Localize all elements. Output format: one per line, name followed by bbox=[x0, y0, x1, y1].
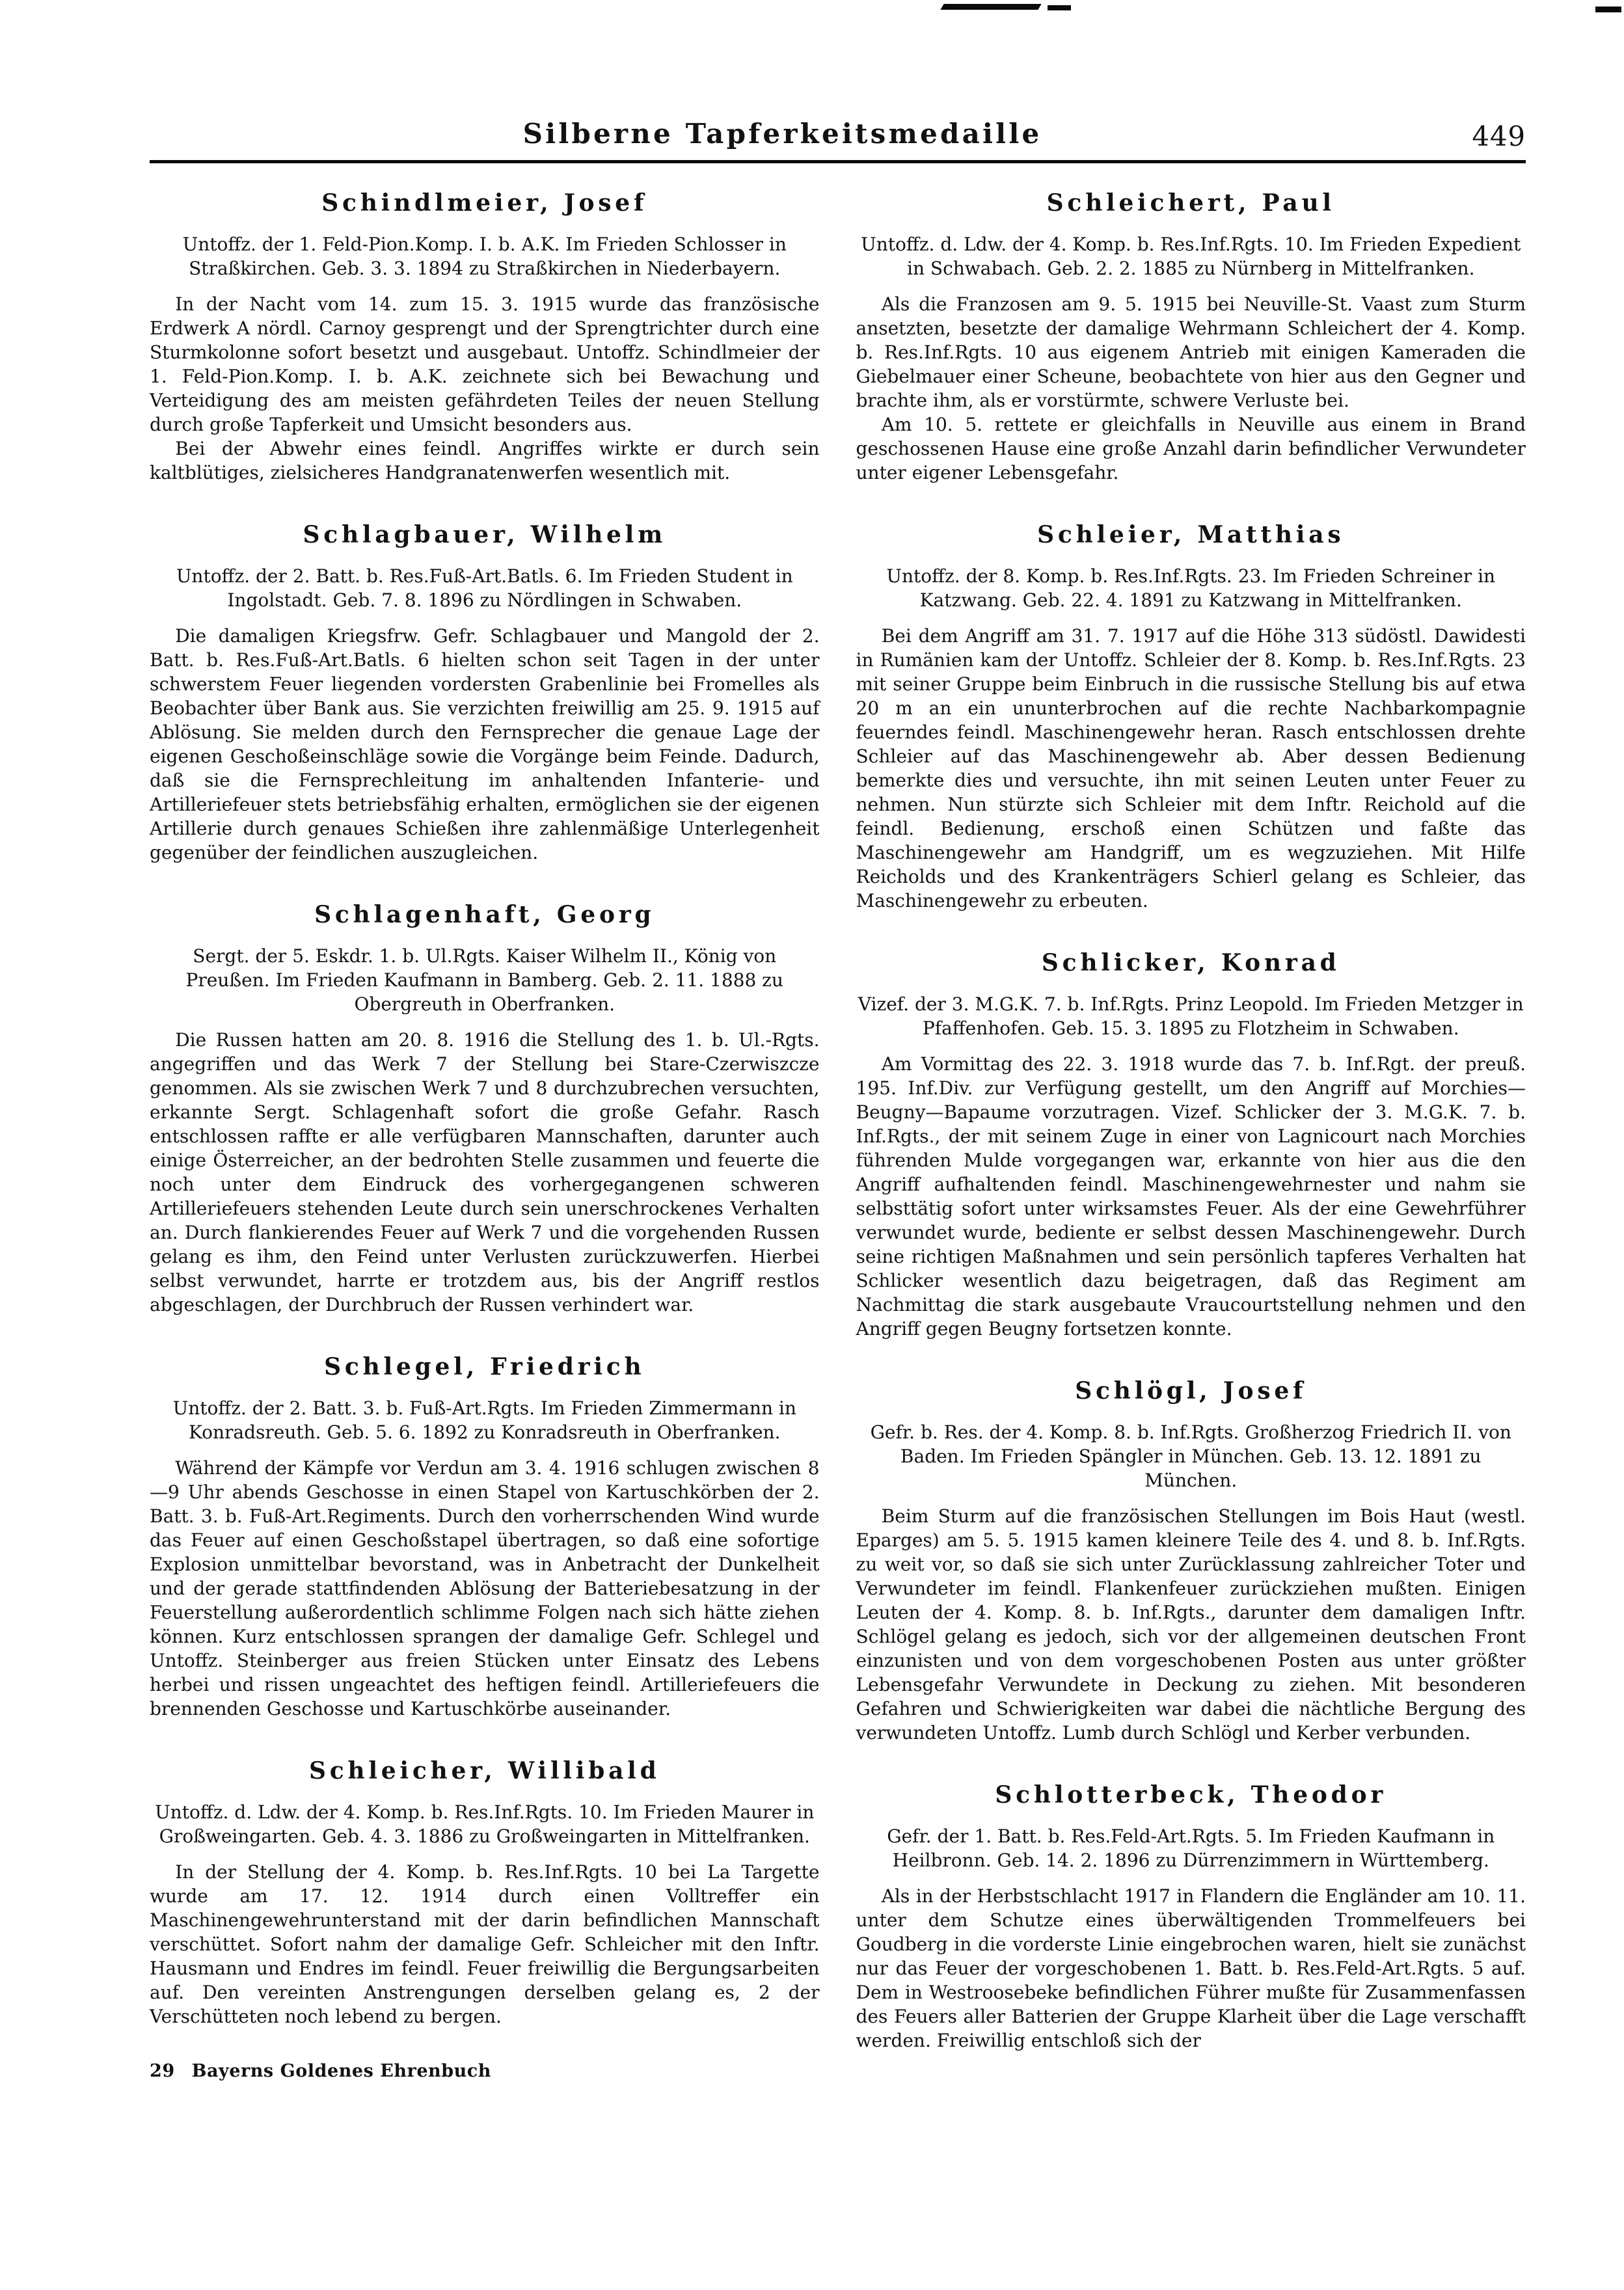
page-content bbox=[150, 98, 1526, 2053]
entry-intro: Sergt. der 5. Eskdr. 1. b. Ul.Rgts. Kaiser Wilhelm II., König von Preußen. Im Frieden Kaufmann in Bamberg. Geb. 2. 11. 1888 zu Obergreuth in Oberfranken. bbox=[185, 945, 783, 1015]
entry-paragraph: Am Vormittag des 22. 3. 1918 wurde das 7. b. Inf.Rgt. der preuß. 195. Inf.Div. zur Verfügung gestellt, um den Angriff auf Morchies—Beugny—Bapaume vorzutragen. Vizef. Schlicker der 3. M.G.K. 7. b. Inf.Rgts., der mit seinem Zuge in einer von Lagnicourt nach Morchies führenden Mulde vorgegangen war, erkannte von hier aus die den Angriff aufhaltenden feindl. Maschinengewehrnester und nahm sie selbsttätig sofort unter wirksamstes Feuer. Als der eine Gewehrführer verwundet wurde, bediente er selbst dessen Maschinengewehr. Durch seine richtigen Maßnahmen und sein persönlich tapferes Verhalten hat Schlicker wesentlich dazu beigetragen, daß das Regiment am Nachmittag die stark ausgebaute Vraucourtstellung nehmen und den Angriff gegen Beugny fortsetzen konnte. bbox=[856, 1053, 1526, 1340]
medal-entry bbox=[856, 521, 1526, 913]
signature-number: 29 bbox=[150, 2061, 175, 2081]
entry-name: Schlicker, Konrad bbox=[1041, 949, 1340, 977]
entry-paragraph: Beim Sturm auf die französischen Stellungen im Bois Haut (westl. Eparges) am 5. 5. 1915 kamen kleinere Teile des 4. und 8. b. Inf.Rgts. zu weit vor, so daß sie sich unter Zurücklassung zahlreicher Toter und Verwundeter im feindl. Flankenfeuer zurückziehen mußten. Einigen Leuten der 4. Komp. 8. b. Inf.Rgts., darunter dem damaligen Inftr. Schlögel gelang es jedoch, sich vor der allgemeinen deutschen Front einzunisten und von dem vorgeschobenen Posten aus unter größter Lebensgefahr Verwundete in Deckung zu ziehen. Mit besonderen Gefahren und Schwierigkeiten war dabei die nächtliche Bergung des verwundeten Untoffz. Lumb durch Schlögl und Kerber verbunden. bbox=[856, 1505, 1526, 1744]
entry-intro: Vizef. der 3. M.G.K. 7. b. Inf.Rgts. Prinz Leopold. Im Frieden Metzger in Pfaffenhofen. Geb. 15. 3. 1895 zu Flotzheim in Schwaben. bbox=[858, 993, 1524, 1039]
entry-intro: Gefr. der 1. Batt. b. Res.Feld-Art.Rgts. 5. Im Frieden Kaufmann in Heilbronn. Geb. 14. 2. 1896 zu Dürrenzimmern in Württemberg. bbox=[887, 1825, 1495, 1871]
entry-name: Schleicher, Willibald bbox=[308, 1757, 660, 1785]
entry-paragraph: Als in der Herbstschlacht 1917 in Flandern die Engländer am 10. 11. unter dem Schutze eines überwältigenden Trommelfeuers bei Goudberg in die vorderste Linie eingebrochen waren, hielt sie zunächst nur das Feuer der vorgeschobenen 1. Batt. b. Res.Feld-Art.Rgts. 5 auf. Dem in Westroosebeke befindlichen Führer mußte für Zusammenfassen des Feuers aller Batterien der Gruppe Klarheit über die Lage verschafft werden. Freiwillig entschloß sich der bbox=[856, 1885, 1526, 2051]
entry-paragraph: In der Stellung der 4. Komp. b. Res.Inf.Rgts. 10 bei La Targette wurde am 17. 12. 1914 durch einen Volltreffer ein Maschinengewehrunterstand mit der darin befindlichen Mannschaft verschüttet. Sofort nahm der damalige Gefr. Schleicher mit den Inftr. Hausmann und Endres im feindl. Feuer freiwillig die Bergungsarbeiten auf. Den vereinten Anstrengungen derselben gelang es, 2 der Verschütteten noch lebend zu bergen. bbox=[150, 1861, 820, 2027]
page-number: 449 bbox=[1472, 120, 1526, 152]
entry-paragraph: Die damaligen Kriegsfrw. Gefr. Schlagbauer und Mangold der 2. Batt. b. Res.Fuß-Art.Batls. 6 hielten schon seit Tagen in der unter schwerstem Feuer liegenden vordersten Grabenlinie bei Fromelles als Beobachter über Bank aus. Sie verzichten freiwillig am 25. 9. 1915 auf Ablösung. Sie melden durch den Fernsprecher die genaue Lage der eigenen Geschoßeinschläge sowie die Vorgänge beim Feinde. Dadurch, daß sie die Fernsprechleitung im anhaltenden Infanterie- und Artilleriefeuer stets betriebsfähig erhalten, ermöglichen sie der eigenen Artillerie durch genaues Schießen ihre zahlenmäßige Unterlegenheit gegenüber der feindlichen auszugleichen. bbox=[150, 625, 820, 863]
entry-paragraph: Bei der Abwehr eines feindl. Angriffes wirkte er durch sein kaltblütiges, zielsicheres Handgranatenwerfen wesentlich mit. bbox=[150, 438, 820, 483]
right-column bbox=[856, 185, 1526, 2053]
medal-entry bbox=[150, 1353, 820, 1721]
medal-entry bbox=[150, 901, 820, 1317]
entry-intro: Untoffz. der 8. Komp. b. Res.Inf.Rgts. 23. Im Frieden Schreiner in Katzwang. Geb. 22. 4. 1891 zu Katzwang in Mittelfranken. bbox=[886, 565, 1496, 611]
entry-name: Schleichert, Paul bbox=[1046, 189, 1335, 217]
entry-name: Schlegel, Friedrich bbox=[324, 1353, 645, 1381]
scan-artifact bbox=[940, 4, 1041, 10]
medal-entry bbox=[150, 189, 820, 485]
entry-intro: Untoffz. d. Ldw. der 4. Komp. b. Res.Inf.Rgts. 10. Im Frieden Expedient in Schwabach. Geb. 2. 2. 1885 zu Nürnberg in Mittelfranken. bbox=[861, 234, 1521, 279]
medal-entry bbox=[856, 949, 1526, 1341]
entry-name: Schlögl, Josef bbox=[1075, 1377, 1307, 1405]
medal-entry bbox=[856, 189, 1526, 485]
page-footer bbox=[150, 2061, 491, 2081]
entry-intro: Untoffz. der 2. Batt. 3. b. Fuß-Art.Rgts. Im Frieden Zimmermann in Konradsreuth. Geb. 5. 6. 1892 zu Konradsreuth in Oberfranken. bbox=[172, 1397, 796, 1443]
scan-artifact bbox=[1595, 7, 1621, 12]
book-title: Bayerns Goldenes Ehrenbuch bbox=[191, 2061, 491, 2081]
entry-paragraph: Als die Franzosen am 9. 5. 1915 bei Neuville-St. Vaast zum Sturm ansetzten, besetzte der damalige Wehrmann Schleichert der 4. Komp. b. Res.Inf.Rgts. 10 aus eigenem Antrieb mit einigen Kameraden die Giebelmauer einer Scheune, beobachtete von hier aus den Gegner und brachte ihm, als er vorstürmte, schwere Verluste bei. bbox=[856, 293, 1526, 411]
entry-intro: Untoffz. der 2. Batt. b. Res.Fuß-Art.Batls. 6. Im Frieden Student in Ingolstadt. Geb. 7. 8. 1896 zu Nördlingen in Schwaben. bbox=[176, 565, 793, 611]
entry-name: Schlotterbeck, Theodor bbox=[995, 1781, 1387, 1809]
page-header bbox=[150, 98, 1526, 154]
medal-entry bbox=[856, 1377, 1526, 1745]
running-title: Silberne Tapferkeitsmedaille bbox=[522, 118, 1042, 150]
scan-artifact bbox=[1048, 5, 1071, 10]
entry-name: Schindlmeier, Josef bbox=[321, 189, 648, 217]
entry-paragraph: Bei dem Angriff am 31. 7. 1917 auf die Höhe 313 südöstl. Dawidesti in Rumänien kam der Untoffz. Schleier der 8. Komp. b. Res.Inf.Rgts. 23 mit seiner Gruppe beim Einbruch in die russische Stellung bis auf etwa 20 m an ein ununterbrochen auf die rechte Nachbarkompagnie feuerndes feindl. Maschinengewehr heran. Rasch entschlossen drehte Schleier auf das Maschinengewehr ab. Aber dessen Bedienung bemerkte dies und versuchte, ihn mit seinen Leuten unter Feuer zu nehmen. Nun stürzte sich Schleier mit dem Inftr. Reichold auf die feindl. Bedienung, erschoß einen Schützen und faßte das Maschinengewehr am Handgriff, um es wegzuziehen. Mit Hilfe Reicholds und des Krankenträgers Schierl gelang es Schleier, das Maschinengewehr zu erbeuten. bbox=[856, 625, 1526, 911]
entry-name: Schlagenhaft, Georg bbox=[314, 901, 655, 928]
entry-intro: Gefr. b. Res. der 4. Komp. 8. b. Inf.Rgts. Großherzog Friedrich II. von Baden. Im Frieden Spängler in München. Geb. 13. 12. 1891 zu München. bbox=[870, 1421, 1511, 1491]
text-columns bbox=[150, 185, 1526, 2053]
entry-paragraph: Während der Kämpfe vor Verdun am 3. 4. 1916 schlugen zwischen 8—9 Uhr abends Geschosse in einen Stapel von Kartuschkörben der 2. Batt. 3. b. Fuß-Art.Regiments. Durch den vorherrschenden Wind wurde das Feuer auf einen Geschoßstapel übertragen, so daß eine sofortige Explosion unmittelbar bevorstand, was in Anbetracht der Dunkelheit und der gerade stattfindenden Ablösung der Batteriebesatzung in der Feuerstellung außerordentlich schlimme Folgen nach sich hätte ziehen können. Kurz entschlossen sprangen der damalige Gefr. Schlegel und Untoffz. Steinberger aus freien Stücken unter Einsatz des Lebens herbei und rissen ungeachtet des heftigen feindl. Artilleriefeuers die brennenden Geschosse und Kartuschkörbe auseinander. bbox=[150, 1457, 820, 1719]
entry-paragraph: Am 10. 5. rettete er gleichfalls in Neuville aus einem in Brand geschossenen Hause eine große Anzahl darin befindlicher Verwundeter unter eigener Lebensgefahr. bbox=[856, 414, 1526, 483]
entry-intro: Untoffz. d. Ldw. der 4. Komp. b. Res.Inf.Rgts. 10. Im Frieden Maurer in Großweingarten. Geb. 4. 3. 1886 zu Großweingarten in Mittelfranken. bbox=[155, 1801, 815, 1847]
left-column bbox=[150, 185, 820, 2028]
medal-entry bbox=[856, 1781, 1526, 2053]
medal-entry bbox=[150, 521, 820, 865]
medal-entry bbox=[150, 1757, 820, 2028]
header-rule bbox=[150, 160, 1526, 163]
entry-paragraph: In der Nacht vom 14. zum 15. 3. 1915 wurde das französische Erdwerk A nördl. Carnoy gesprengt und der Sprengtrichter durch eine Sturmkolonne sofort besetzt und ausgebaut. Untoffz. Schindlmeier der 1. Feld-Pion.Komp. I. b. A.K. zeichnete sich bei Bewachung und Verteidigung des am meisten gefährdeten Teiles der neuen Stellung durch große Tapferkeit und Umsicht besonders aus. bbox=[150, 293, 820, 435]
entry-name: Schlagbauer, Wilhelm bbox=[303, 521, 666, 548]
entry-intro: Untoffz. der 1. Feld-Pion.Komp. I. b. A.K. Im Frieden Schlosser in Straßkirchen. Geb. 3. 3. 1894 zu Straßkirchen in Niederbayern. bbox=[182, 234, 787, 279]
entry-paragraph: Die Russen hatten am 20. 8. 1916 die Stellung des 1. b. Ul.-Rgts. angegriffen und das Werk 7 der Stellung bei Stare-Czerwiszcze genommen. Als sie zwischen Werk 7 und 8 durchzubrechen versuchten, erkannte Sergt. Schlagenhaft sofort die große Gefahr. Rasch entschlossen raffte er alle verfügbaren Mannschaften, darunter auch einige Österreicher, an der bedrohten Stelle zusammen und feuerte die noch unter dem Eindruck des vorhergegangenen schweren Artilleriefeuers stehenden Leute durch sein unerschrockenes Verhalten an. Durch flankierendes Feuer auf Werk 7 und die vorgehenden Russen gelang es ihm, den Feind unter Verlusten zurückzuwerfen. Hierbei selbst verwundet, harrte er trotzdem aus, bis der Angriff restlos abgeschlagen, der Durchbruch der Russen verhindert war. bbox=[150, 1029, 820, 1315]
entry-name: Schleier, Matthias bbox=[1037, 521, 1345, 548]
